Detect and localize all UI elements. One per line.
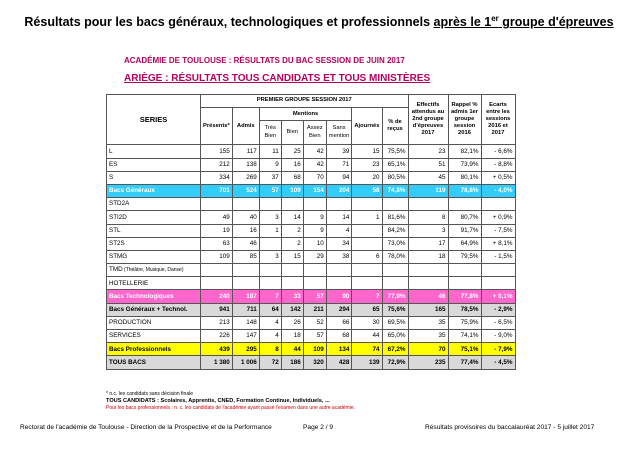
header-effectifs: Effectifs attendus au 2nd groupe d'épreuves 2017: [408, 95, 448, 145]
table-cell: 57: [303, 290, 326, 303]
table-row: [107, 171, 516, 184]
table-cell: [281, 277, 303, 290]
table-cell: 235: [408, 356, 448, 369]
table-cell: 9: [303, 211, 326, 224]
title-main: Résultats pour les bacs généraux, technologiques et professionnels: [24, 15, 434, 30]
table-cell: 6: [352, 250, 382, 263]
table-cell: 72: [259, 356, 281, 369]
table-cell: [481, 264, 515, 277]
table-cell: 46: [408, 290, 448, 303]
table-cell: 20: [352, 171, 382, 184]
table-cell: 75,6%: [382, 303, 408, 316]
table-cell: + 0,1%: [481, 290, 515, 303]
table-cell: 4: [259, 330, 281, 343]
table-cell: [352, 237, 382, 250]
table-cell: 1: [259, 224, 281, 237]
table-cell: 16: [232, 224, 259, 237]
table-cell: 49: [201, 211, 233, 224]
table-cell: 80,1%: [448, 171, 481, 184]
row-label: Bacs Technologiques: [107, 290, 201, 303]
table-cell: + 8,1%: [481, 237, 515, 250]
results-body: [107, 145, 516, 369]
results-table: [106, 94, 516, 370]
table-cell: 90: [326, 290, 352, 303]
table-row: [107, 145, 516, 158]
table-cell: 80,7%: [448, 211, 481, 224]
header-group: PREMIER GROUPE SESSION 2017: [201, 95, 409, 108]
table-cell: 117: [232, 145, 259, 158]
table-cell: [201, 264, 233, 277]
table-cell: 240: [201, 290, 233, 303]
table-row: [107, 343, 516, 356]
header-sans-mention: Sans mention: [326, 121, 352, 145]
note-professional: Pour les bacs professionnels : n. c. les candidats de l'académie ayant passé l'examen dans une autre académie.: [106, 405, 355, 411]
table-cell: 16: [281, 158, 303, 171]
table-cell: 74: [352, 343, 382, 356]
table-cell: [303, 264, 326, 277]
table-cell: [303, 277, 326, 290]
table-cell: 10: [303, 237, 326, 250]
header-assez-bien: Assez Bien: [303, 121, 326, 145]
table-cell: 70: [303, 171, 326, 184]
table-cell: 2: [281, 224, 303, 237]
table-cell: 77,8%: [448, 290, 481, 303]
table-cell: [326, 264, 352, 277]
table-cell: 138: [232, 158, 259, 171]
table-cell: - 9,0%: [481, 330, 515, 343]
table-cell: - 7,5%: [481, 224, 515, 237]
table-cell: 78,0%: [382, 250, 408, 263]
table-cell: [232, 277, 259, 290]
table-row: [107, 158, 516, 171]
table-cell: 9: [259, 158, 281, 171]
table-cell: [481, 277, 515, 290]
table-cell: 1 380: [201, 356, 233, 369]
table-row: [107, 264, 516, 277]
table-cell: [382, 198, 408, 211]
table-cell: 79,5%: [448, 250, 481, 263]
row-label: PRODUCTION: [107, 316, 201, 329]
table-cell: 213: [201, 316, 233, 329]
table-cell: 4: [326, 224, 352, 237]
table-cell: 69,5%: [382, 316, 408, 329]
table-cell: [259, 198, 281, 211]
table-row: [107, 290, 516, 303]
table-cell: 35: [408, 330, 448, 343]
table-cell: 58: [352, 184, 382, 197]
table-cell: 39: [326, 145, 352, 158]
table-cell: 46: [232, 237, 259, 250]
table-cell: 72,9%: [382, 356, 408, 369]
table-cell: 294: [326, 303, 352, 316]
table-cell: [408, 198, 448, 211]
row-label: TMD (Théâtre, Musique, Danse): [107, 264, 201, 277]
table-cell: 68: [281, 171, 303, 184]
table-cell: 30: [352, 316, 382, 329]
table-cell: 187: [232, 290, 259, 303]
header-ecarts: Ecarts entre les sessions 2016 et 2017: [481, 95, 515, 145]
table-cell: 18: [281, 330, 303, 343]
table-cell: 91,7%: [448, 224, 481, 237]
table-row: [107, 237, 516, 250]
note-all-candidates: TOUS CANDIDATS : Scolaires, Apprentis, CNED, Formation Continue, Individuels, ...: [106, 398, 330, 404]
row-label: HOTELLERIE: [107, 277, 201, 290]
table-cell: 142: [281, 303, 303, 316]
table-cell: 45: [408, 171, 448, 184]
table-row: [107, 198, 516, 211]
table-cell: 44: [352, 330, 382, 343]
table-row: [107, 224, 516, 237]
title-suffix: groupe d'épreuves: [498, 15, 614, 30]
table-cell: 65,0%: [382, 330, 408, 343]
table-cell: 8: [259, 343, 281, 356]
footer-left: Rectorat de l'académie de Toulouse - Direction de la Prospective et de la Performance: [20, 424, 272, 431]
row-label: ST2S: [107, 237, 201, 250]
table-cell: 269: [232, 171, 259, 184]
table-cell: 186: [281, 356, 303, 369]
table-cell: 64: [259, 303, 281, 316]
table-cell: [448, 277, 481, 290]
table-cell: + 0,5%: [481, 171, 515, 184]
table-cell: 134: [326, 343, 352, 356]
table-cell: 52: [303, 316, 326, 329]
table-cell: 25: [281, 145, 303, 158]
row-label: Bacs Généraux + Technol.: [107, 303, 201, 316]
table-cell: 82,1%: [448, 145, 481, 158]
table-cell: 75,5%: [382, 145, 408, 158]
table-cell: - 6,6%: [481, 145, 515, 158]
table-cell: 109: [201, 250, 233, 263]
table-cell: - 7,9%: [481, 343, 515, 356]
table-cell: [481, 198, 515, 211]
table-cell: 147: [232, 330, 259, 343]
table-cell: 71: [326, 158, 352, 171]
table-cell: 78,5%: [448, 303, 481, 316]
header-ajournes: Ajournés: [352, 108, 382, 145]
table-cell: [303, 198, 326, 211]
notes: [106, 391, 355, 412]
table-cell: 3: [259, 250, 281, 263]
table-cell: [352, 224, 382, 237]
table-cell: 74,1%: [448, 330, 481, 343]
header-rappel: Rappel % admis 1er groupe session 2016: [448, 95, 481, 145]
table-cell: 23: [352, 158, 382, 171]
table-row: [107, 303, 516, 316]
table-cell: [201, 277, 233, 290]
table-cell: 320: [303, 356, 326, 369]
table-cell: 57: [303, 330, 326, 343]
table-cell: 81,6%: [382, 211, 408, 224]
table-cell: 212: [201, 158, 233, 171]
table-cell: 73,0%: [382, 237, 408, 250]
table-cell: 226: [201, 330, 233, 343]
table-cell: [201, 198, 233, 211]
table-cell: 15: [281, 250, 303, 263]
table-cell: 18: [408, 250, 448, 263]
table-cell: - 6,5%: [481, 316, 515, 329]
table-cell: 7: [352, 290, 382, 303]
table-cell: 34: [326, 237, 352, 250]
title-underlined: [434, 15, 614, 29]
table-cell: 68: [326, 330, 352, 343]
table-cell: 37: [259, 171, 281, 184]
table-cell: [352, 277, 382, 290]
row-label: STI2D: [107, 211, 201, 224]
table-row: [107, 316, 516, 329]
footer-right: Résultats provisoires du baccalauréat 2017 - 5 juillet 2017: [425, 424, 595, 431]
table-cell: - 8,8%: [481, 158, 515, 171]
table-row: [107, 250, 516, 263]
table-cell: 2: [281, 237, 303, 250]
table-cell: [281, 198, 303, 211]
table-cell: 439: [201, 343, 233, 356]
table-cell: 42: [303, 145, 326, 158]
table-cell: 14: [281, 211, 303, 224]
table-row: [107, 184, 516, 197]
table-cell: 139: [352, 356, 382, 369]
table-cell: [281, 264, 303, 277]
table-cell: 33: [281, 290, 303, 303]
table-cell: 17: [408, 237, 448, 250]
table-cell: + 0,9%: [481, 211, 515, 224]
table-cell: 64,9%: [448, 237, 481, 250]
row-label: STL: [107, 224, 201, 237]
table-cell: [352, 264, 382, 277]
table-cell: 75,1%: [448, 343, 481, 356]
table-cell: 941: [201, 303, 233, 316]
table-cell: 3: [259, 211, 281, 224]
table-cell: 26: [281, 316, 303, 329]
table-cell: 94: [326, 171, 352, 184]
table-cell: - 1,5%: [481, 250, 515, 263]
table-cell: 1 006: [232, 356, 259, 369]
table-cell: 109: [303, 343, 326, 356]
table-cell: - 4,0%: [481, 184, 515, 197]
table-cell: 51: [408, 158, 448, 171]
table-cell: 63: [201, 237, 233, 250]
table-cell: 148: [232, 316, 259, 329]
row-label: Bacs Professionnels: [107, 343, 201, 356]
table-cell: 8: [408, 211, 448, 224]
title-prefix: après le 1: [433, 15, 492, 30]
note-exclusion: * n.c. les candidats sans décision finale: [106, 391, 193, 397]
table-cell: 155: [201, 145, 233, 158]
header-mentions: Mentions: [259, 108, 352, 121]
row-label: TOUS BACS: [107, 356, 201, 369]
header-bien: Bien: [281, 121, 303, 145]
table-cell: [448, 264, 481, 277]
table-cell: 67,2%: [382, 343, 408, 356]
table-cell: - 2,9%: [481, 303, 515, 316]
table-cell: 3: [408, 224, 448, 237]
header-pct: % de reçus: [382, 108, 408, 145]
table-cell: 78,8%: [448, 184, 481, 197]
table-cell: 11: [259, 145, 281, 158]
table-cell: 154: [303, 184, 326, 197]
table-cell: 44: [281, 343, 303, 356]
table-cell: 73,9%: [448, 158, 481, 171]
academy-line: ACADÉMIE DE TOULOUSE : RÉSULTATS DU BAC SESSION DE JUIN 2017: [124, 56, 405, 65]
header-tres-bien: Très Bien: [259, 121, 281, 145]
table-cell: 1: [352, 211, 382, 224]
table-cell: 109: [281, 184, 303, 197]
header-series: SERIES: [107, 95, 201, 145]
table-cell: [259, 277, 281, 290]
table-cell: [382, 264, 408, 277]
table-cell: [382, 277, 408, 290]
table-cell: 75,9%: [448, 316, 481, 329]
table-row: [107, 211, 516, 224]
row-label: L: [107, 145, 201, 158]
table-cell: 65,1%: [382, 158, 408, 171]
table-cell: [408, 264, 448, 277]
table-cell: 29: [303, 250, 326, 263]
table-cell: [232, 198, 259, 211]
table-cell: 334: [201, 171, 233, 184]
header-admis: Admis: [232, 108, 259, 145]
table-cell: 74,8%: [382, 184, 408, 197]
table-cell: 701: [201, 184, 233, 197]
table-cell: 15: [352, 145, 382, 158]
table-cell: [232, 264, 259, 277]
table-cell: - 4,5%: [481, 356, 515, 369]
table-cell: 14: [326, 211, 352, 224]
title-superscript: er: [491, 14, 499, 23]
table-cell: [448, 198, 481, 211]
table-cell: 295: [232, 343, 259, 356]
row-label: S: [107, 171, 201, 184]
table-cell: 80,5%: [382, 171, 408, 184]
table-cell: 19: [201, 224, 233, 237]
table-cell: [259, 264, 281, 277]
table-cell: 85: [232, 250, 259, 263]
table-cell: 42: [303, 158, 326, 171]
table-row: [107, 330, 516, 343]
table-cell: 57: [259, 184, 281, 197]
table-cell: 204: [326, 184, 352, 197]
row-label: STMG: [107, 250, 201, 263]
table-cell: [408, 277, 448, 290]
table-cell: 66: [326, 316, 352, 329]
table-cell: 77,9%: [382, 290, 408, 303]
table-cell: 119: [408, 184, 448, 197]
table-cell: 70: [408, 343, 448, 356]
table-cell: 524: [232, 184, 259, 197]
table-cell: 40: [232, 211, 259, 224]
table-cell: 35: [408, 316, 448, 329]
table-cell: 9: [303, 224, 326, 237]
row-label: STD2A: [107, 198, 201, 211]
table-cell: [326, 277, 352, 290]
table-cell: 711: [232, 303, 259, 316]
row-label: Bacs Généraux: [107, 184, 201, 197]
table-cell: 65: [352, 303, 382, 316]
table-row: [107, 277, 516, 290]
table-cell: 77,4%: [448, 356, 481, 369]
table-cell: 23: [408, 145, 448, 158]
table-cell: 428: [326, 356, 352, 369]
table-cell: [259, 237, 281, 250]
footer-center: Page 2 / 9: [303, 424, 334, 431]
table-cell: 211: [303, 303, 326, 316]
table-cell: [352, 198, 382, 211]
table-cell: 84,2%: [382, 224, 408, 237]
table-cell: 165: [408, 303, 448, 316]
table-cell: [326, 198, 352, 211]
table-cell: 4: [259, 316, 281, 329]
row-label: ES: [107, 158, 201, 171]
page-title: [0, 14, 638, 29]
header-presents: Présents*: [201, 108, 233, 145]
table-row: [107, 356, 516, 369]
row-label: SERVICES: [107, 330, 201, 343]
department-line: ARIÈGE : RÉSULTATS TOUS CANDIDATS ET TOUS MINISTÈRES: [124, 73, 431, 84]
row-label-suffix: (Théâtre, Musique, Danse): [122, 266, 184, 273]
table-cell: 38: [326, 250, 352, 263]
table-cell: 7: [259, 290, 281, 303]
